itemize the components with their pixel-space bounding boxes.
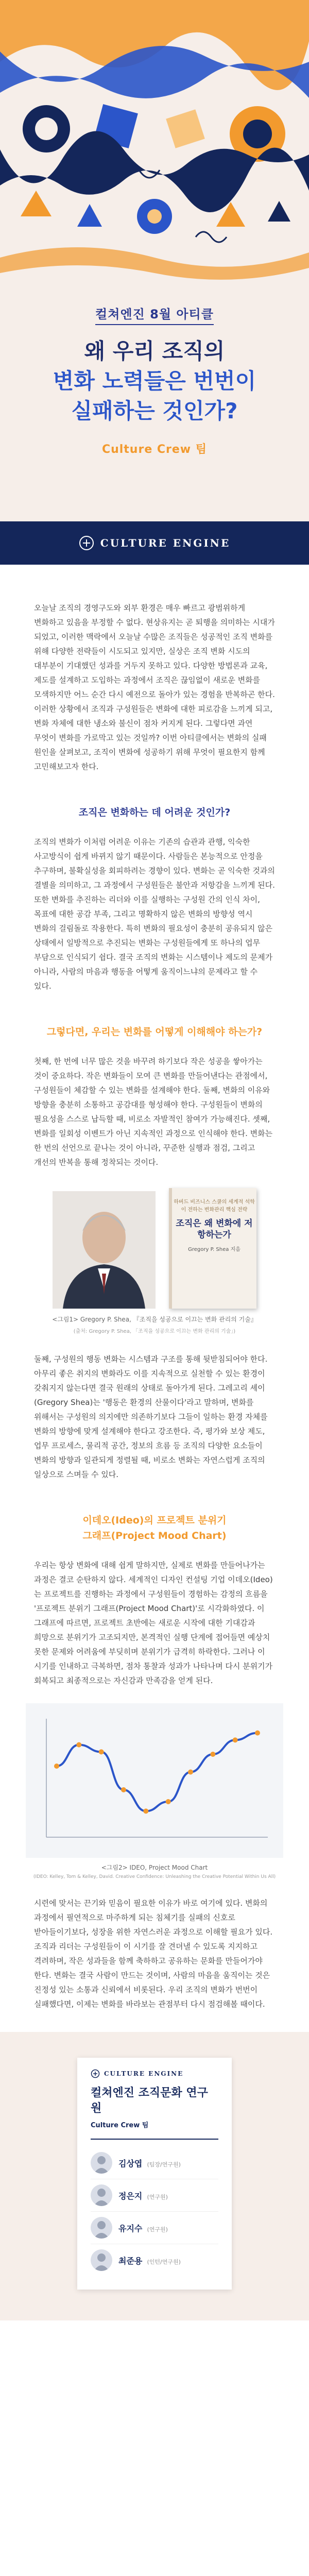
team-member — [91, 2179, 218, 2212]
mood-point — [76, 1742, 81, 1748]
avatar-icon — [91, 2249, 112, 2271]
team-card-section — [0, 2032, 309, 2320]
hero-kicker: 컬쳐엔진 8월 아티클 — [95, 304, 214, 325]
figure-1 — [0, 1188, 309, 1309]
author-portrait — [53, 1191, 156, 1309]
member-role: (팀장/연구원) — [147, 2161, 181, 2168]
intro-section — [0, 565, 309, 774]
mood-point — [143, 1808, 148, 1814]
mood-point — [233, 1737, 238, 1742]
figure-1-caption-source: (출처: Gregory P. Shea, 「조직을 성공으로 이끄는 변화 관리의 기술」) — [73, 1329, 236, 1334]
card-title: 컬쳐엔진 조직문화 연구원 — [91, 2087, 208, 2115]
section-2-paragraph: 첫째, 한 번에 너무 많은 것을 바꾸려 하기보다 작은 성공을 쌓아가는 것이 중요하다. 작은 변화들이 모여 큰 변화를 만들어낸다는 관점에서, 구성원들이 체감할 수 있는 변화를 설계해야 한다. 둘째, 변화의 이유와 방향을 충분히 소통하고 공감대를 형성해야 한다. 구성원들이 변화의 필요성을 스스로 납득할 때, 비로소 자발적인 참여가 가능해진다. 셋째, 변화를 일회성 이벤트가 아닌 지속적인 과정으로 인식해야 한다. 변화는 한 번의 선언으로 끝나는 것이 아니라, 꾸준한 실행과 점검, 그리고 개선의 반복을 통해 정착되는 것이다. — [34, 1057, 273, 1167]
mood-point — [188, 1770, 193, 1775]
mood-point — [54, 1764, 59, 1769]
section-1-heading-text: 조직은 변화하는 데 어려운 것인가? — [78, 807, 231, 818]
brand-name: CULTURE ENGINE — [100, 537, 231, 549]
hero-title-line2: 변화 노력들은 번번이 — [53, 368, 256, 394]
hero-section — [0, 0, 309, 521]
book-cover — [169, 1188, 256, 1309]
member-name: 정은지 — [118, 2191, 143, 2201]
section-4-heading-line1: 이데오(Ideo)의 프로젝트 분위기 — [82, 1515, 227, 1526]
hero-subtitle: Culture Crew 팀 — [101, 443, 208, 456]
section-4-paragraph: 우리는 항상 변화에 대해 쉽게 말하지만, 실제로 변화를 만들어나가는 과정은 결코 순탄하지 않다. 세계적인 디자인 컨설팅 기업 이데오(Ideo)는 프로젝트를 진행하는 과정에서 구성원들이 경험하는 감정의 흐름을 '프로젝트 분위기 그래프(Project Mood Chart)'로 시각화하였다. 이 그래프에 따르면, 프로젝트 초반에는 새로운 시작에 대한 기대감과 희망으로 분위기가 고조되지만, 본격적인 실행 단계에 접어들면 예상치 못한 문제와 어려움에 부딪히며 분위기가 급격히 하락한다. 그러나 이 시기를 인내하고 극복하면, 점차 통찰과 성과가 나타나며 다시 분위기가 회복되고 최종적으로는 자신감과 만족감을 얻게 된다. — [34, 1561, 273, 1685]
brand-bar — [0, 521, 309, 565]
member-avatar — [91, 2249, 112, 2271]
section-1-paragraph: 조직의 변화가 이처럼 어려운 이유는 기존의 습관과 관행, 익숙한 사고방식이 쉽게 바뀌지 않기 때문이다. 사람들은 본능적으로 안정을 추구하며, 불확실성을 회피하려는 경향이 있다. 변화는 곧 익숙한 것과의 결별을 의미하고, 그 과정에서 구성원들은 불안과 저항감을 느끼게 된다. 또한 변화를 추진하는 리더와 이를 실행하는 구성원 간의 인식 차이, 목표에 대한 공감 부족, 그리고 명확하지 않은 변화의 방향성 역시 변화의 걸림돌로 작용한다. 특히 변화의 필요성이 충분히 공유되지 않은 상태에서 일방적으로 추진되는 변화는 구성원들에게 또 하나의 업무 부담으로 인식되기 쉽다. 결국 조직의 변화는 시스템이나 제도의 문제가 아니라, 사람의 마음과 행동을 어떻게 움직이느냐의 문제라고 할 수 있다. — [34, 837, 275, 991]
member-name: 유지수 — [118, 2223, 143, 2233]
hero-illustration — [0, 0, 309, 289]
figure-1-caption: <그림1> Gregory P. Shea, 『조직을 성공으로 이끄는 변화 관리의 기술』 — [52, 1316, 257, 1323]
hero-title-line3: 실패하는 것인가? — [71, 398, 238, 423]
section-3 — [0, 1352, 309, 1482]
member-role: (인턴/연구원) — [147, 2258, 181, 2265]
member-avatar — [91, 2217, 112, 2239]
team-card — [77, 2058, 232, 2290]
section-4-heading — [34, 1513, 275, 1544]
section-4 — [0, 1513, 309, 1688]
intro-paragraph: 오늘날 조직의 경영구도와 외부 환경은 매우 빠르고 광범위하게 변화하고 있음을 부정할 수 없다. 현상유지는 곧 퇴행을 의미하는 시대가 되었고, 이러한 맥락에서 오늘날 수많은 조직들은 성공적인 조직 변화를 위해 다양한 전략들이 시도되고 있지만, 실상은 조직 변화 시도의 대부분이 기대했던 성과를 거두지 못하고 있다. 다양한 방법론과 교육, 제도를 설계하고 도입하는 과정에서 조직은 끊임없이 새로운 변화를 모색하지만 어느 순간 다시 예전으로 돌아가 있는 경험을 반복하곤 한다. 이러한 상황에서 조직과 구성원들은 변화에 대한 피로감을 느끼게 되고, 변화 자체에 대한 냉소와 불신이 점차 커지게 된다. 그렇다면 과연 무엇이 변화를 가로막고 있는 것일까? 이번 아티클에서는 변화의 실패 원인을 살펴보고, 조직이 변화에 성공하기 위해 무엇이 필요한지 함께 고민해보고자 한다. — [34, 603, 275, 771]
avatar-icon — [91, 2217, 112, 2239]
avatar-icon — [91, 2184, 112, 2206]
card-brand-name: CULTURE ENGINE — [104, 2070, 184, 2077]
book-top-text: 하버드 비즈니스 스쿨의 세계적 석학이 전하는 변화관리 핵심 전략 — [174, 1199, 255, 1213]
member-avatar — [91, 2152, 112, 2174]
mood-point — [121, 1787, 126, 1792]
section-2-heading-text: 그렇다면, 우리는 변화를 어떻게 이해해야 하는가? — [46, 1026, 263, 1038]
member-role: (연구원) — [147, 2193, 168, 2200]
hero-title — [0, 336, 309, 426]
section-3-paragraph: 둘째, 구성원의 행동 변화는 시스템과 구조를 통해 뒷받침되어야 한다. 아무리 좋은 취지의 변화라도 이를 지속적으로 실천할 수 있는 환경이 갖춰지지 않는다면 결국 원래의 상태로 돌아가게 된다. 그레고리 셰이(Gregory Shea)는 '행동은 환경의 산물이다'라고 말하며, 변화를 위해서는 구성원의 의지에만 의존하기보다 그들이 일하는 환경 자체를 변화의 방향에 맞게 설계해야 한다고 강조한다. 즉, 평가와 보상 제도, 업무 프로세스, 물리적 공간, 정보의 흐름 등 조직의 다양한 요소들이 변화의 방향과 일관되게 정렬될 때, 비로소 변화는 자연스럽게 조직의 일상으로 스며들 수 있다. — [34, 1354, 268, 1479]
book-title: 조직은 왜 변화에 저항하는가 — [176, 1218, 253, 1240]
card-divider — [91, 2139, 218, 2140]
avatar-icon — [91, 2152, 112, 2174]
book-author: Gregory P. Shea 지음 — [188, 1247, 241, 1252]
member-name: 김상엽 — [118, 2158, 143, 2168]
member-avatar — [91, 2184, 112, 2206]
figure-2 — [0, 1703, 309, 1858]
team-member — [91, 2147, 218, 2179]
mood-point — [99, 1749, 104, 1754]
member-role: (연구원) — [147, 2226, 168, 2233]
section-5-paragraph: 시련에 맞서는 끈기와 믿음이 필요한 이유가 바로 여기에 있다. 변화의 과정에서 필연적으로 마주하게 되는 침체기를 실패의 신호로 받아들이기보다, 성장을 위한 자연스러운 과정으로 이해할 필요가 있다. 조직과 리더는 구성원들이 이 시기를 잘 견뎌낼 수 있도록 지지하고 격려하며, 작은 성과들을 함께 축하하고 공유하는 문화를 만들어가야 한다. 변화는 결국 사람이 만드는 것이며, 사람의 마음을 움직이는 것은 진정성 있는 소통과 신뢰에서 비롯된다. 우리 조직의 변화가 번번이 실패했다면, 이제는 변화를 바라보는 관점부터 다시 점검해볼 때이다. — [34, 1899, 273, 2009]
section-1 — [0, 805, 309, 993]
section-2 — [0, 1024, 309, 1170]
section-5 — [0, 1896, 309, 2011]
figure-2-caption-source: (IDEO: Kelley, Tom & Kelley, David. Creative Confidence: Unleashing the Creative Potential Within Us All) — [33, 1874, 276, 1879]
mood-point — [210, 1752, 215, 1757]
culture-engine-logo-icon — [79, 535, 94, 551]
culture-engine-card-logo-icon — [91, 2069, 100, 2078]
member-name: 최준용 — [118, 2256, 143, 2266]
card-subtitle: Culture Crew 팀 — [91, 2122, 149, 2129]
hero-text-block — [0, 289, 309, 456]
mood-point — [255, 1731, 260, 1736]
team-member — [91, 2212, 218, 2244]
project-mood-chart — [26, 1703, 283, 1858]
mood-point — [166, 1799, 171, 1804]
figure-2-caption: <그림2> IDEO, Project Mood Chart — [101, 1864, 208, 1871]
section-2-heading — [34, 1024, 275, 1040]
section-1-heading — [34, 805, 275, 820]
card-brand — [91, 2069, 218, 2078]
author-portrait-illustration — [53, 1191, 156, 1309]
hero-title-line1: 왜 우리 조직의 — [84, 338, 225, 364]
section-4-heading-line2: 그래프(Project Mood Chart) — [82, 1530, 227, 1541]
team-member — [91, 2244, 218, 2276]
